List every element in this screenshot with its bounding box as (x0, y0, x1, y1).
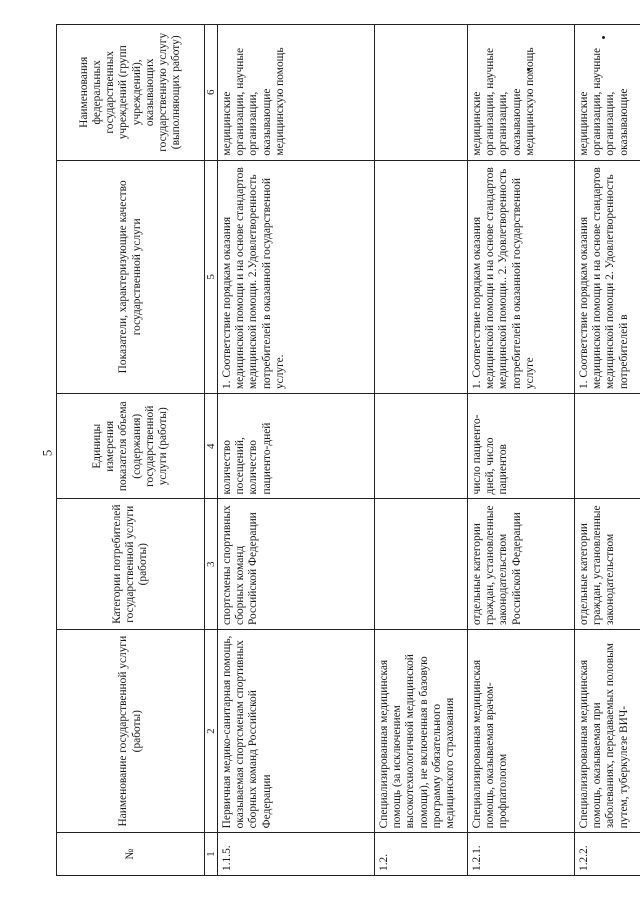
institutions-cell: медицинские организации, научные организации, оказывающие медицинскую помощь (468, 25, 575, 161)
column-number: 6 (205, 25, 218, 161)
row-number: 1.1.5. (218, 833, 375, 876)
rotated-table-page (56, 24, 630, 876)
quality-cell: 1. Соответствие порядкам оказания медицинской помощи и на основе стандартов медицинской помощи. 2.Удовлетворенность потребителей в оказанной государственной услуге. (218, 160, 375, 393)
header-units: Единицы измерения показателя объема (содержания) государственной услуги (работы) (57, 394, 205, 499)
table-row (375, 25, 468, 876)
services-table (56, 24, 640, 876)
consumers-cell: отдельные категории граждан, установленные законодательством Российской Федерации (468, 499, 575, 630)
units-cell (575, 394, 640, 499)
page-number: 5 (39, 449, 55, 457)
units-cell: число пациенто-дней, число пациентов (468, 394, 575, 499)
service-name-cell: Специализированная медицинская помощь, оказываемая при заболеваниях, передаваемых половым путем, туберкулезе ВИЧ- (575, 630, 640, 833)
quality-cell: 1. Соответствие порядкам оказания медицинской помощи и на основе стандартов медицинской помощи 2. Удовлетворенность потребителей в (575, 160, 640, 393)
institutions-cell: медицинские организации, научные организации, оказывающие медицинскую помощь (218, 25, 375, 161)
consumers-cell: отдельные категории граждан, установленные законодательством (575, 499, 640, 630)
header-consumer-categories: Категории потребителей государственной услуги (работы) (57, 499, 205, 630)
service-name-cell: Специализированная медицинская помощь (за исключением высокотехнологичной медицинской помощи), не включенная в базовую программу обязательного медицинского страхования (375, 630, 468, 833)
column-number: 1 (205, 833, 218, 876)
row-number: 1.2.1. (468, 833, 575, 876)
row-number: 1.2.2. (575, 833, 640, 876)
header-quality-indicators: Показатели, характеризующие качество государственной услуги (57, 160, 205, 393)
column-number: 4 (205, 394, 218, 499)
table-row (468, 25, 575, 876)
quality-cell: 1. Соответствие порядкам оказания медицинской помощи и на основе стандартов медицинской помощи.. 2. Удовлетворенность потребителей в оказанной государственной услуге (468, 160, 575, 393)
institutions-cell (375, 25, 468, 161)
row-number: 1.2. (375, 833, 468, 876)
units-cell: количество посещений, количество пациенто-дней (218, 394, 375, 499)
service-name-cell: Специализированная медицинская помощь, оказываемая врачом-профпатологом (468, 630, 575, 833)
institutions-cell: медицинские организации, научные организации, оказывающие (575, 25, 640, 161)
quality-cell (375, 160, 468, 393)
consumers-cell: спортсмены спортивных сборных команд Российской Федерации (218, 499, 375, 630)
column-number: 5 (205, 160, 218, 393)
header-number: № (57, 833, 205, 876)
service-name-cell: Первичная медико-санитарная помощь, оказываемая спортсменам спортивных сборных команд Российской Федерации (218, 630, 375, 833)
column-number: 2 (205, 630, 218, 833)
units-cell (375, 394, 468, 499)
column-number-row (205, 25, 218, 876)
consumers-cell (375, 499, 468, 630)
table-row (575, 25, 640, 876)
column-number: 3 (205, 499, 218, 630)
header-row (57, 25, 205, 876)
header-service-name: Наименование государственной услуги (работы) (57, 630, 205, 833)
table-row (218, 25, 375, 876)
header-institutions: Наименования федеральных государственных учреждений (групп учреждений), оказывающих государственную услугу (выполняющих работу) (57, 25, 205, 161)
